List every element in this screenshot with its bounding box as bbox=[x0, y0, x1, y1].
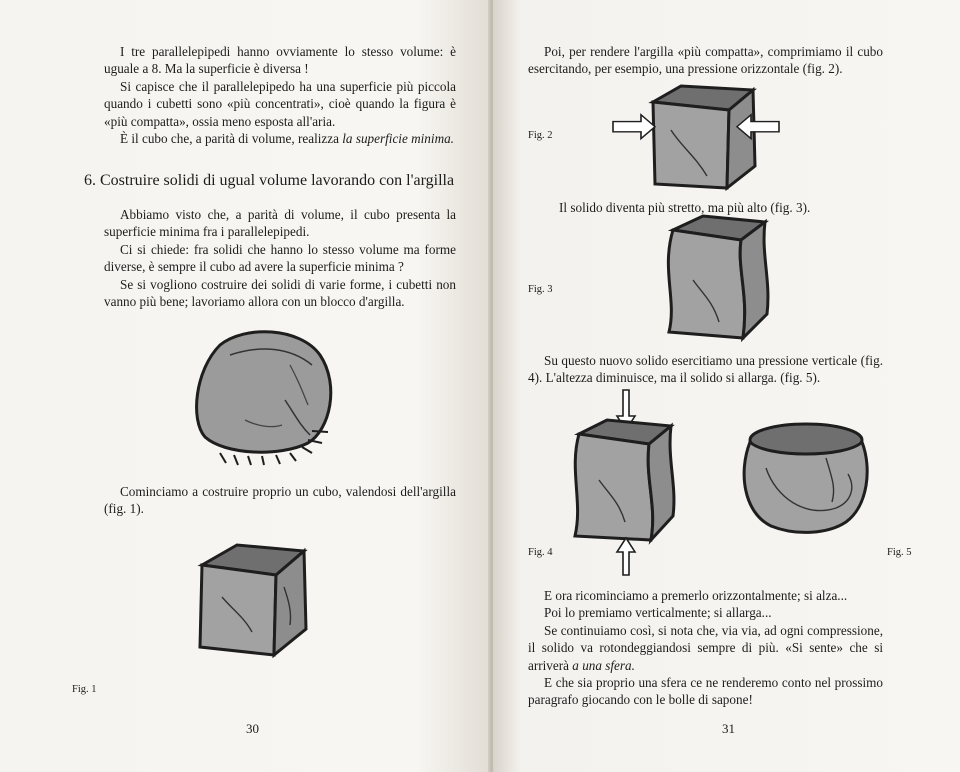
arrow-up-icon bbox=[617, 538, 635, 575]
fig4-label: Fig. 4 bbox=[528, 547, 553, 558]
fig2-compressed-cube bbox=[611, 80, 781, 195]
fig5-rounded-solid bbox=[736, 418, 876, 538]
fig1-clay-cube bbox=[192, 537, 312, 662]
fig2-label: Fig. 2 bbox=[528, 130, 553, 141]
left-para-1: I tre parallelepipedi hanno ovviamente lo stesso volume: è uguale a 8. Ma la superficie è diversa ! Si capisce che il parallelepipedo ha una superficie più piccola quando i cubetti sono «più concentrati», cioè quando la figura è «più compatta», ossia meno esposta all'aria. È il cubo che, a parità di volume, realizza la superficie minima. bbox=[104, 44, 456, 147]
right-para-3: E ora ricominciamo a premerlo orizzontalmente; si alza... Poi lo premiamo verticalmente; si allarga... Se continuiamo così, si nota che, via via, ad ogni compressione, il solido va rotondeggiandosi sempre di più. «Si sente» che si arriverà a una sfera. E che sia proprio una sfera ce ne renderemo conto nel prossimo paragrafo giocando con le bolle di sapone! bbox=[528, 588, 883, 708]
clay-lump-illustration bbox=[190, 325, 340, 465]
arrow-right-icon bbox=[613, 115, 655, 139]
right-para-2: Su questo nuovo solido esercitiamo una pressione verticale (fig. 4). L'altezza diminuisce, ma il solido si allarga. (fig. 5). bbox=[528, 353, 883, 386]
left-para-3: Cominciamo a costruire proprio un cubo, valendosi dell'argilla (fig. 1). bbox=[104, 484, 456, 517]
right-page-number: 31 bbox=[722, 721, 735, 736]
fig5-label: Fig. 5 bbox=[887, 547, 912, 558]
right-para-1: Poi, per rendere l'argilla «più compatta», comprimiamo il cubo esercitando, per esempio, una pressione orizzontale (fig. 2). bbox=[528, 44, 883, 77]
right-page bbox=[493, 0, 960, 772]
left-para-2: Abbiamo visto che, a parità di volume, il cubo presenta la superficie minima fra i parallelepipedi. Ci si chiede: fra solidi che hanno lo stesso volume ma forme diverse, è sempre il cubo ad avere la superficie minima ? Se si vogliono costruire dei solidi di varie forme, i cubetti non vanno più bene; lavoriamo allora con un blocco d'argilla. bbox=[104, 207, 456, 310]
fig3-label: Fig. 3 bbox=[528, 284, 553, 295]
left-page-number: 30 bbox=[246, 721, 259, 736]
fig1-label: Fig. 1 bbox=[72, 684, 97, 695]
caption-fig3: Il solido diventa più stretto, ma più alto (fig. 3). bbox=[559, 200, 811, 215]
fig3-tall-solid bbox=[653, 210, 783, 345]
section-heading: 6. Costruire solidi di ugual volume lavorando con l'argilla bbox=[84, 172, 455, 189]
fig4-vertical-press bbox=[563, 390, 693, 575]
